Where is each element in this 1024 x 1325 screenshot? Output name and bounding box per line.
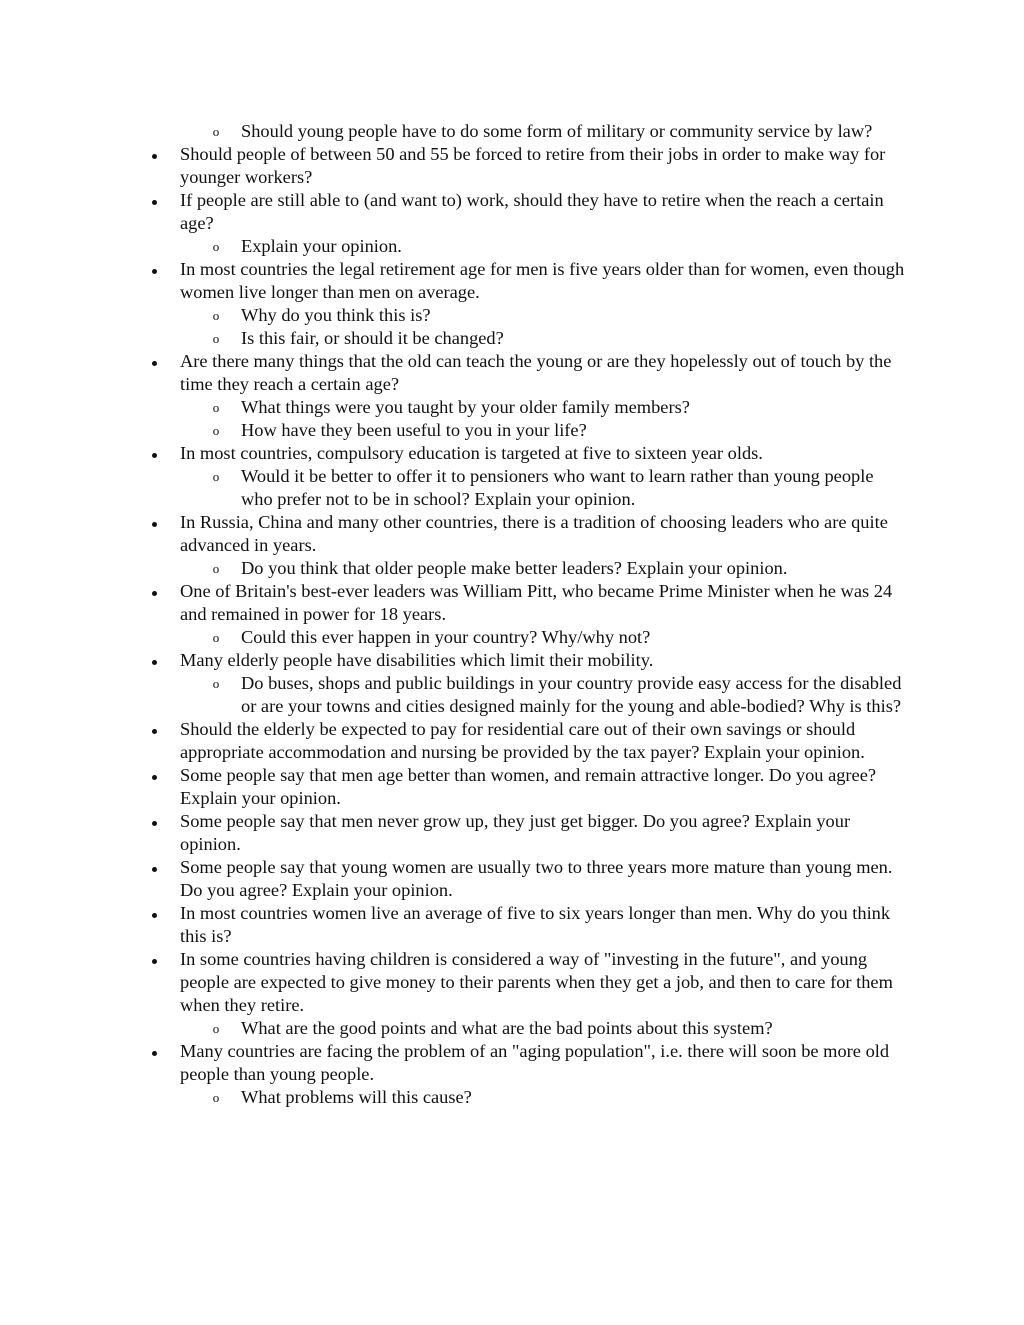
- question: [180, 258, 910, 304]
- hollow-circle-bullet-icon: [209, 557, 223, 580]
- hollow-circle-bullet-icon: [209, 465, 223, 488]
- question: [180, 902, 910, 948]
- sub-question: [180, 626, 910, 649]
- sub-question-text: Do buses, shops and public buildings in your country provide easy access for the disabled or are your towns and cities designed mainly for the young and able-bodied? Why is this?: [241, 673, 902, 716]
- question: [180, 143, 910, 189]
- question: [180, 856, 910, 902]
- filled-dot-bullet-icon: [147, 143, 161, 166]
- hollow-circle-bullet-icon: [209, 396, 223, 419]
- question: [180, 649, 910, 672]
- question-text: In Russia, China and many other countries, there is a tradition of choosing leaders who are quite advanced in years.: [180, 512, 888, 555]
- hollow-circle-bullet-icon: [209, 1086, 223, 1109]
- sub-question: [180, 1086, 910, 1109]
- question: [180, 948, 910, 1017]
- sub-question: [180, 120, 910, 143]
- filled-dot-bullet-icon: [147, 258, 161, 281]
- question-text: Some people say that young women are usually two to three years more mature than young men. Do you agree? Explain your opinion.: [180, 857, 893, 900]
- filled-dot-bullet-icon: [147, 189, 161, 212]
- question-text: Should people of between 50 and 55 be forced to retire from their jobs in order to make way for younger workers?: [180, 144, 886, 187]
- sub-question: [180, 304, 910, 327]
- sub-question-text: Would it be better to offer it to pensioners who want to learn rather than young people who prefer not to be in school? Explain your opinion.: [241, 466, 874, 509]
- sub-question-text: What problems will this cause?: [241, 1087, 472, 1107]
- question: [180, 350, 910, 396]
- filled-dot-bullet-icon: [147, 1040, 161, 1063]
- question-text: In most countries women live an average of five to six years longer than men. Why do you think this is?: [180, 903, 891, 946]
- question-text: In most countries the legal retirement age for men is five years older than for women, even though women live longer than men on average.: [180, 259, 905, 302]
- question-text: Many elderly people have disabilities which limit their mobility.: [180, 650, 654, 670]
- question-text: In most countries, compulsory education is targeted at five to sixteen year olds.: [180, 443, 763, 463]
- question-text: Some people say that men never grow up, they just get bigger. Do you agree? Explain your opinion.: [180, 811, 851, 854]
- question-list: [180, 120, 910, 1109]
- question: [180, 442, 910, 465]
- sub-question-text: Explain your opinion.: [241, 236, 402, 256]
- question-text: In some countries having children is considered a way of "investing in the future", and young people are expected to give money to their parents when they get a job, and then to care for them when they retire.: [180, 949, 893, 1015]
- sub-question: [180, 465, 910, 511]
- sub-question: [180, 327, 910, 350]
- question: [180, 189, 910, 235]
- filled-dot-bullet-icon: [147, 511, 161, 534]
- filled-dot-bullet-icon: [147, 948, 161, 971]
- sub-question: [180, 235, 910, 258]
- sub-question: [180, 396, 910, 419]
- filled-dot-bullet-icon: [147, 764, 161, 787]
- sub-question-text: What are the good points and what are the bad points about this system?: [241, 1018, 773, 1038]
- question: [180, 511, 910, 557]
- question: [180, 810, 910, 856]
- hollow-circle-bullet-icon: [209, 626, 223, 649]
- filled-dot-bullet-icon: [147, 649, 161, 672]
- question-text: Should the elderly be expected to pay for residential care out of their own savings or should appropriate accommodation and nursing be provided by the tax payer? Explain your opinion.: [180, 719, 865, 762]
- question-text: Are there many things that the old can teach the young or are they hopelessly out of touch by the time they reach a certain age?: [180, 351, 892, 394]
- sub-question: [180, 419, 910, 442]
- question: [180, 718, 910, 764]
- question-text: If people are still able to (and want to) work, should they have to retire when the reach a certain age?: [180, 190, 884, 233]
- question-text: Many countries are facing the problem of an "aging population", i.e. there will soon be more old people than young people.: [180, 1041, 890, 1084]
- filled-dot-bullet-icon: [147, 580, 161, 603]
- sub-question-text: How have they been useful to you in your life?: [241, 420, 587, 440]
- question: [180, 764, 910, 810]
- hollow-circle-bullet-icon: [209, 1017, 223, 1040]
- sub-question-text: Why do you think this is?: [241, 305, 431, 325]
- sub-question-text: Could this ever happen in your country? Why/why not?: [241, 627, 651, 647]
- filled-dot-bullet-icon: [147, 350, 161, 373]
- question-text: Some people say that men age better than women, and remain attractive longer. Do you agree? Explain your opinion.: [180, 765, 877, 808]
- hollow-circle-bullet-icon: [209, 235, 223, 258]
- filled-dot-bullet-icon: [147, 810, 161, 833]
- hollow-circle-bullet-icon: [209, 304, 223, 327]
- question: [180, 580, 910, 626]
- sub-question: [180, 672, 910, 718]
- sub-question-text: Is this fair, or should it be changed?: [241, 328, 504, 348]
- sub-question-text: Should young people have to do some form of military or community service by law?: [241, 121, 873, 141]
- question-text: One of Britain's best-ever leaders was William Pitt, who became Prime Minister when he was 24 and remained in power for 18 years.: [180, 581, 893, 624]
- hollow-circle-bullet-icon: [209, 419, 223, 442]
- question: [180, 1040, 910, 1086]
- sub-question: [180, 1017, 910, 1040]
- filled-dot-bullet-icon: [147, 718, 161, 741]
- filled-dot-bullet-icon: [147, 902, 161, 925]
- hollow-circle-bullet-icon: [209, 327, 223, 350]
- filled-dot-bullet-icon: [147, 856, 161, 879]
- sub-question: [180, 557, 910, 580]
- sub-question-text: What things were you taught by your older family members?: [241, 397, 690, 417]
- filled-dot-bullet-icon: [147, 442, 161, 465]
- hollow-circle-bullet-icon: [209, 120, 223, 143]
- hollow-circle-bullet-icon: [209, 672, 223, 695]
- sub-question-text: Do you think that older people make better leaders? Explain your opinion.: [241, 558, 788, 578]
